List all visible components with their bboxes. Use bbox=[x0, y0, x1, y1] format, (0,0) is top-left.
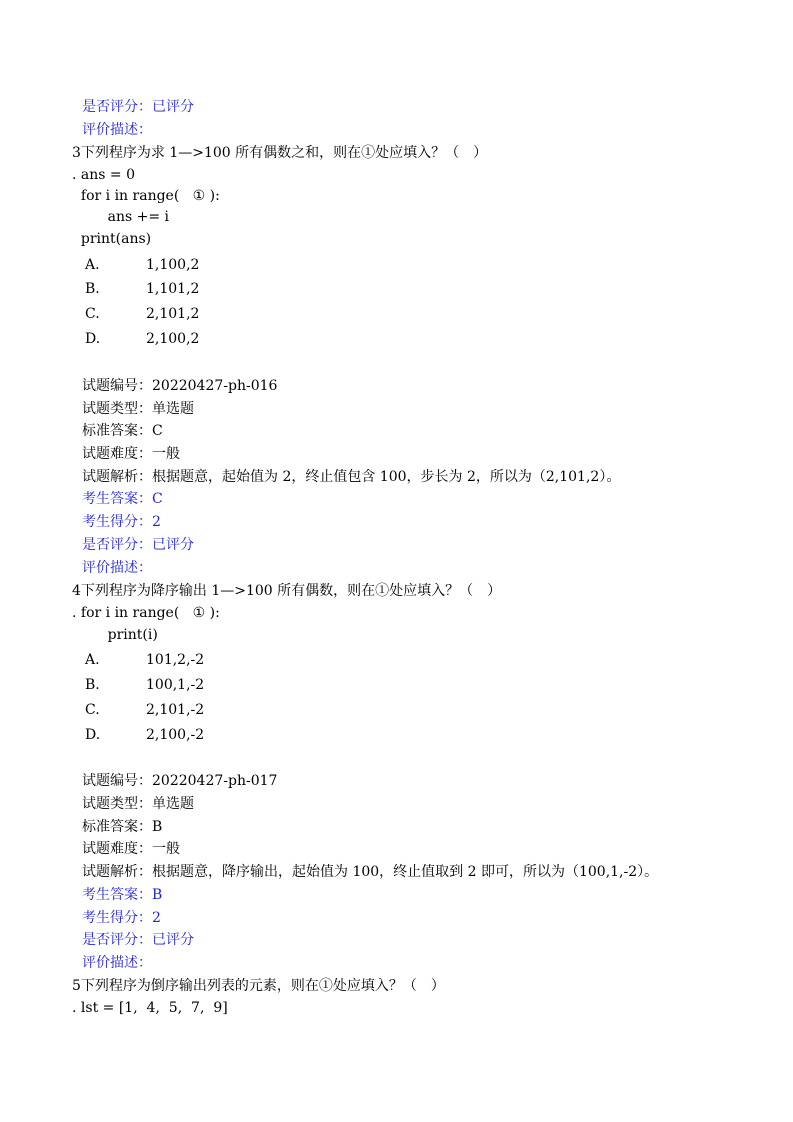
student-score: 考生得分：2 bbox=[82, 910, 161, 926]
option-text-c: 2,101,-2 bbox=[146, 702, 205, 718]
student-score: 考生得分：2 bbox=[82, 514, 161, 530]
option-letter-b: B. bbox=[85, 677, 100, 693]
scored-status: 是否评分：已评分 bbox=[82, 537, 194, 553]
option-letter-c: C. bbox=[85, 702, 100, 718]
scored-status: 是否评分：已评分 bbox=[82, 99, 194, 115]
question-analysis: 试题解析：根据题意，起始值为 2，终止值包含 100，步长为 2，所以为（2,101,2）。 bbox=[82, 469, 621, 485]
option-letter-d: D. bbox=[85, 727, 101, 743]
standard-answer: 标准答案：B bbox=[82, 819, 163, 835]
option-letter-b: B. bbox=[85, 281, 100, 297]
code-line: . ans = 0 bbox=[72, 167, 135, 183]
question-type: 试题类型：单选题 bbox=[82, 796, 194, 812]
evaluation-label: 评价描述： bbox=[82, 560, 152, 576]
question-difficulty: 试题难度：一般 bbox=[82, 446, 180, 462]
code-line: ans += i bbox=[72, 209, 169, 225]
option-text-d: 2,100,-2 bbox=[146, 727, 205, 743]
option-text-c: 2,101,2 bbox=[146, 306, 200, 322]
question-type: 试题类型：单选题 bbox=[82, 401, 194, 417]
option-letter-c: C. bbox=[85, 306, 100, 322]
option-text-d: 2,100,2 bbox=[146, 331, 200, 347]
code-line: . lst = [1, 4, 5, 7, 9] bbox=[72, 1000, 228, 1016]
option-letter-d: D. bbox=[85, 331, 101, 347]
option-text-b: 1,101,2 bbox=[146, 281, 200, 297]
code-line: for i in range( ① ): bbox=[72, 188, 220, 204]
option-letter-a: A. bbox=[85, 652, 100, 668]
question-5-title: 5下列程序为倒序输出列表的元素，则在①处应填入？（ ） bbox=[72, 978, 445, 994]
question-analysis: 试题解析：根据题意，降序输出，起始值为 100，终止值取到 2 即可，所以为（100,1,-2）。 bbox=[82, 864, 659, 880]
question-difficulty: 试题难度：一般 bbox=[82, 841, 180, 857]
option-letter-a: A. bbox=[85, 257, 100, 273]
option-text-b: 100,1,-2 bbox=[146, 677, 205, 693]
scored-status: 是否评分：已评分 bbox=[82, 932, 194, 948]
code-line: . for i in range( ① ): bbox=[72, 605, 220, 621]
option-text-a: 1,100,2 bbox=[146, 257, 200, 273]
standard-answer: 标准答案：C bbox=[82, 423, 163, 439]
question-id: 试题编号：20220427-ph-016 bbox=[82, 378, 278, 394]
evaluation-label: 评价描述： bbox=[82, 122, 152, 138]
question-id: 试题编号：20220427-ph-017 bbox=[82, 773, 278, 789]
code-line: print(i) bbox=[72, 627, 158, 643]
student-answer: 考生答案：C bbox=[82, 491, 163, 507]
evaluation-label: 评价描述： bbox=[82, 955, 152, 971]
option-text-a: 101,2,-2 bbox=[146, 652, 205, 668]
question-4-title: 4下列程序为降序输出 1—>100 所有偶数，则在①处应填入？（ ） bbox=[72, 583, 502, 599]
student-answer: 考生答案：B bbox=[82, 887, 163, 903]
code-line: print(ans) bbox=[72, 231, 152, 247]
question-3-title: 3下列程序为求 1—>100 所有偶数之和，则在①处应填入？（ ） bbox=[72, 145, 488, 161]
